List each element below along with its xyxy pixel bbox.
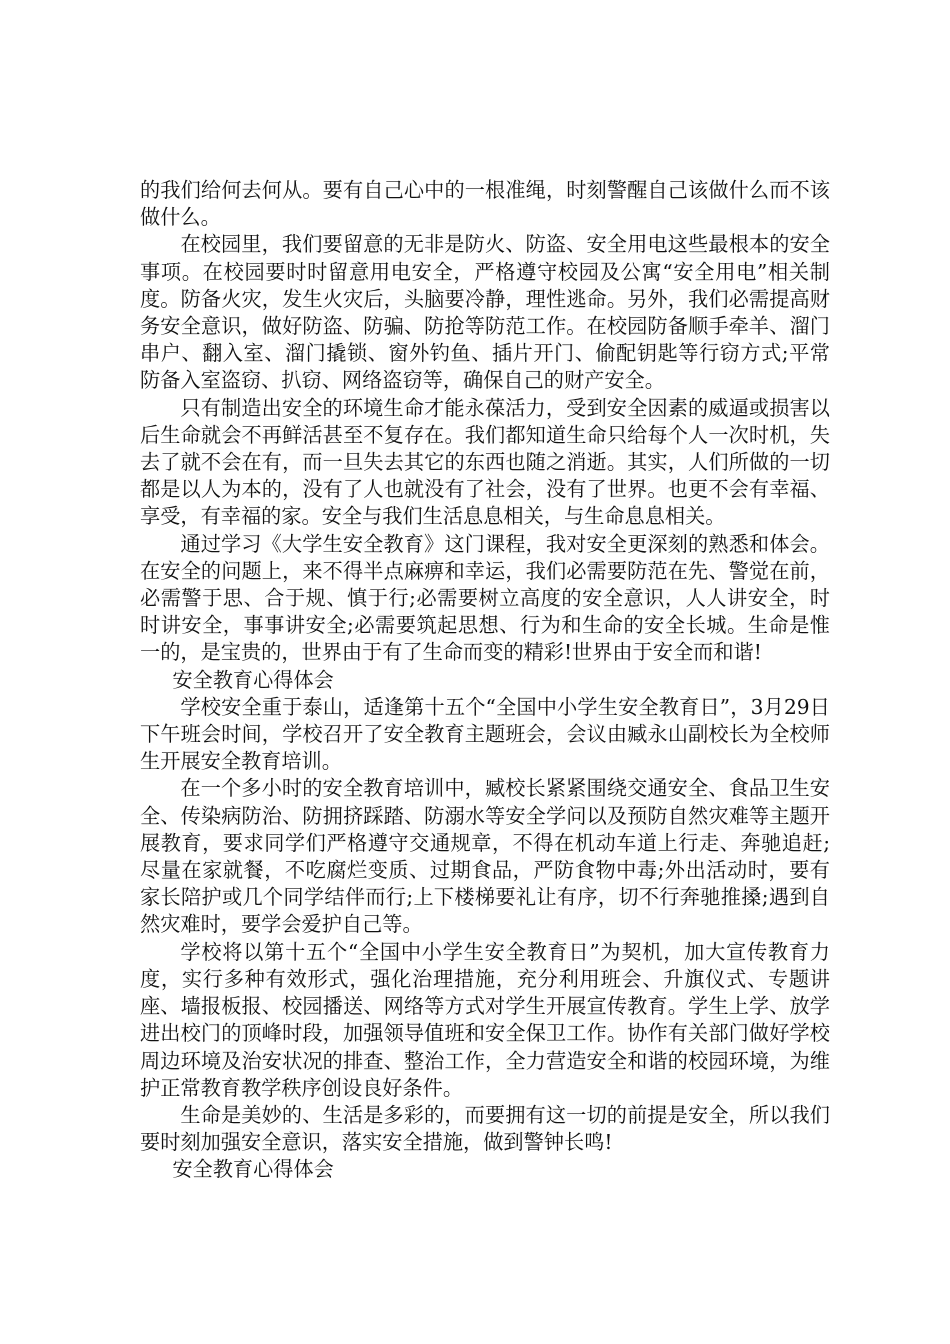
paragraph-campus-safety: 在校园里，我们要留意的无非是防火、防盗、安全用电这些最根本的安全事项。在校园要时时留意用电安全，严格遵守校园及公寓“安全用电”相关制度。防备火灾，发生火灾后，头脑要冷静，理性逃命。另外，我们必需提高财务安全意识，做好防盗、防骗、防抢等防范工作。在校园防备顺手牵羊、溜门串户、翻入室、溜门撬锁、窗外钓鱼、插片开门、偷配钥匙等行窃方式;平常防备入室盗窃、扒窃、网络盗窃等，确保自己的财产安全。	[140, 232, 830, 393]
section-heading-2: 安全教育心得体会	[172, 1157, 334, 1182]
document-page	[140, 177, 830, 1184]
paragraph-school-meeting: 学校安全重于泰山，适逢第十五个“全国中小学生安全教育日”，3月29日下午班会时间，学校召开了安全教育主题班会，会议由臧永山副校长为全校师生开展安全教育培训。	[140, 694, 830, 774]
paragraph-continued: 的我们给何去何从。要有自己心中的一根准绳，时刻警醒自己该做什么而不该做什么。	[140, 178, 830, 230]
paragraph-school-plan: 学校将以第十五个“全国中小学生安全教育日”为契机，加大宣传教育力度，实行多种有效形式，强化治理措施，充分利用班会、升旗仪式、专题讲座、墙报板报、校园播送、网络等方式对学生开展宣传教育。学生上学、放学进出校门的顶峰时段，加强领导值班和安全保卫工作。协作有关部门做好学校周边环境及治安状况的排查、整治工作，全力营造安全和谐的校园环境，为维护正常教育教学秩序创设良好条件。	[140, 939, 830, 1100]
paragraph-life-safety: 只有制造出安全的环境生命才能永葆活力，受到安全因素的威逼或损害以后生命就会不再鲜活甚至不复存在。我们都知道生命只给每个人一次时机，失去了就不会在有，而一旦失去其它的东西也随之消逝。其实，人们所做的一切都是以人为本的，没有了人也就没有了社会，没有了世界。也更不会有幸福、享受，有幸福的家。安全与我们生活息息相关，与生命息息相关。	[140, 395, 830, 529]
paragraph-training-content: 在一个多小时的安全教育培训中，臧校长紧紧围绕交通安全、食品卫生安全、传染病防治、防拥挤踩踏、防溺水等安全学问以及预防自然灾难等主题开展教育，要求同学们严格遵守交通规章，不得在机动车道上行走、奔驰追赶;尽量在家就餐，不吃腐烂变质、过期食品，严防食物中毒;外出活动时，要有家长陪护或几个同学结伴而行;上下楼梯要礼让有序，切不行奔驰推搡;遇到自然灾难时，要学会爱护自己等。	[140, 776, 830, 937]
section-heading: 安全教育心得体会	[172, 667, 334, 692]
paragraph-conclusion: 生命是美妙的、生活是多彩的，而要拥有这一切的前提是安全，所以我们要时刻加强安全意识，落实安全措施，做到警钟长鸣!	[140, 1102, 830, 1155]
paragraph-course-reflection: 通过学习《大学生安全教育》这门课程，我对安全更深刻的熟悉和体会。在安全的问题上，来不得半点麻痹和幸运，我们必需要防范在先、警觉在前，必需警于思、合于规、慎于行;必需要树立高度的安全意识，人人讲安全，时时讲安全，事事讲安全;必需要筑起思想、行为和生命的安全长城。生命是惟一的，是宝贵的，世界由于有了生命而变的精彩!世界由于安全而和谐!	[140, 531, 830, 665]
